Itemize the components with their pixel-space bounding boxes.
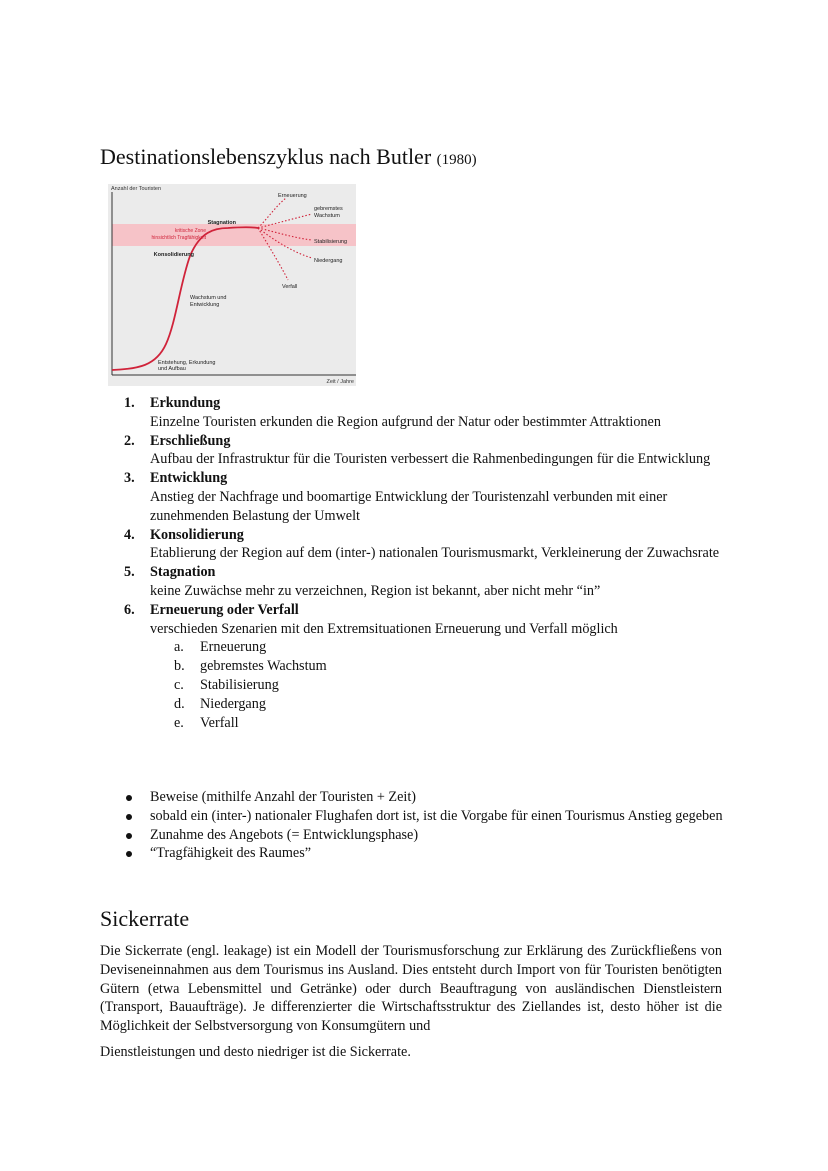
bullet-dot-icon [126,814,132,820]
section-heading: Sickerrate [100,906,190,931]
phase-description: Anstieg der Nachfrage und boomartige Entwicklung der Touristenzahl verbunden mit einer zunehmenden Belastung der Umwelt [150,488,668,524]
branch-erneuerung-label: Erneuerung [278,193,307,199]
scenario-item [150,657,740,676]
scenario-letter: c. [174,676,184,693]
phase-number: 4. [124,526,135,543]
branch-niedergang-label: Niedergang [314,258,343,264]
stage-wachstum-line2: Entwicklung [190,302,220,308]
phase-title: Stagnation [150,564,216,581]
lifecycle-svg [108,184,356,386]
bullet-text: Beweise (mithilfe Anzahl der Touristen + Zeit) [150,789,416,805]
zone-label-1: kritische Zone [174,228,206,234]
scenario-text: Stabilisierung [200,676,279,693]
x-axis-label: Zeit / Jahre [326,379,354,385]
scenario-list [150,638,740,732]
branch-gebremst-label-2: Wachstum [314,213,340,219]
phase-description: Etablierung der Region auf dem (inter-) nationalen Tourismusmarkt, Verkleinerung der Zuwachsrate [150,545,720,562]
phase-item [100,563,740,601]
phase-item [100,526,740,564]
scenario-item [150,714,740,733]
phase-number: 5. [124,564,135,581]
y-axis-label: Anzahl der Touristen [111,186,162,192]
zone-label-2: hinsichtlich Tragfähigkeit [151,235,206,241]
phase-title: Konsolidierung [150,526,244,543]
scenario-letter: b. [174,658,185,675]
scenario-item [150,695,740,714]
phase-number: 1. [124,395,135,411]
bullet-text: “Tragfähigkeit des Raumes” [150,845,312,862]
bullet-text: sobald ein (inter-) nationaler Flughafen dort ist, ist die Vorgabe für einen Tourismus Anstieg gegeben [150,807,723,824]
title-text: Destinationslebenszyklus nach Butler [100,144,432,169]
stage-entstehung-line2: und Aufbau [158,366,186,372]
bullet-dot-icon [126,851,132,857]
scenario-text: Verfall [200,714,239,731]
scenario-text: gebremstes Wachstum [200,658,327,675]
scenario-item [150,638,740,657]
section-paragraph-end: Dienstleistungen und desto niedriger ist die Sickerrate. [100,1044,411,1060]
butler-lifecycle-diagram [108,184,356,386]
phase-number: 3. [124,470,135,487]
phase-item [100,469,740,525]
bullet-item [100,788,740,807]
scenario-letter: a. [174,639,184,656]
phase-description: keine Zuwächse mehr zu verzeichnen, Region ist bekannt, aber nicht mehr “in” [150,582,601,599]
phase-title: Erschließung [150,432,231,449]
stage-stagnation: Stagnation [207,220,236,226]
phases-list [100,394,740,732]
scenario-letter: d. [174,695,185,712]
phase-title: Erkundung [150,395,221,411]
phase-item [100,394,740,432]
stage-konsolidierung: Konsolidierung [153,252,194,258]
phase-description: Einzelne Touristen erkunden die Region aufgrund der Natur oder bestimmter Attraktionen [150,413,661,430]
branch-gebremst-label-1: gebremstes [314,206,343,212]
bullet-item [100,807,740,826]
page-title [100,142,477,175]
section-paragraph: Die Sickerrate (engl. leakage) ist ein Modell der Tourismusforschung zur Erklärung des Zurückfließens von Deviseneinnahmen aus dem Tourismus ins Ausland. Dies entsteht durch Import von für Touristen benötigten Gütern (etwa Lebensmittel und Getränke) oder durch Beauftragung von ausländischen Dienstleistern (Transport, Bauaufträge). Je differenzierter die Wirtschaftsstruktur des Ziellandes ist, desto höher ist die Möglichkeit der Selbstversorgung von Konsumgütern und [100,943,722,1035]
branch-verfall-label: Verfall [282,284,298,290]
scenario-text: Niedergang [200,695,266,712]
notes-bullet-list [100,788,740,863]
branch-stabilisierung-label: Stabilisierung [314,239,348,245]
bullet-item [100,844,740,863]
stage-entstehung-line1: Entstehung, Erkundung [158,360,216,366]
bullet-text: Zunahme des Angebots (= Entwicklungsphase) [150,826,419,843]
phase-item [100,601,740,733]
scenario-letter: e. [174,714,184,731]
bullet-dot-icon [126,795,132,801]
phase-item [100,432,740,470]
bullet-item [100,826,740,845]
phase-description: Aufbau der Infrastruktur für die Touristen verbessert die Rahmenbedingungen für die Entwicklung [150,451,711,468]
phase-title: Entwicklung [150,470,228,487]
bullet-dot-icon [126,833,132,839]
title-year: (1980) [436,152,477,168]
phase-description: verschieden Szenarien mit den Extremsituationen Erneuerung und Verfall möglich [150,620,618,637]
scenario-text: Erneuerung [200,639,267,656]
phase-number: 6. [124,601,135,618]
phase-title: Erneuerung oder Verfall [150,601,299,618]
stage-wachstum-line1: Wachstum und [190,295,227,301]
phase-number: 2. [124,432,135,449]
scenario-item [150,676,740,695]
